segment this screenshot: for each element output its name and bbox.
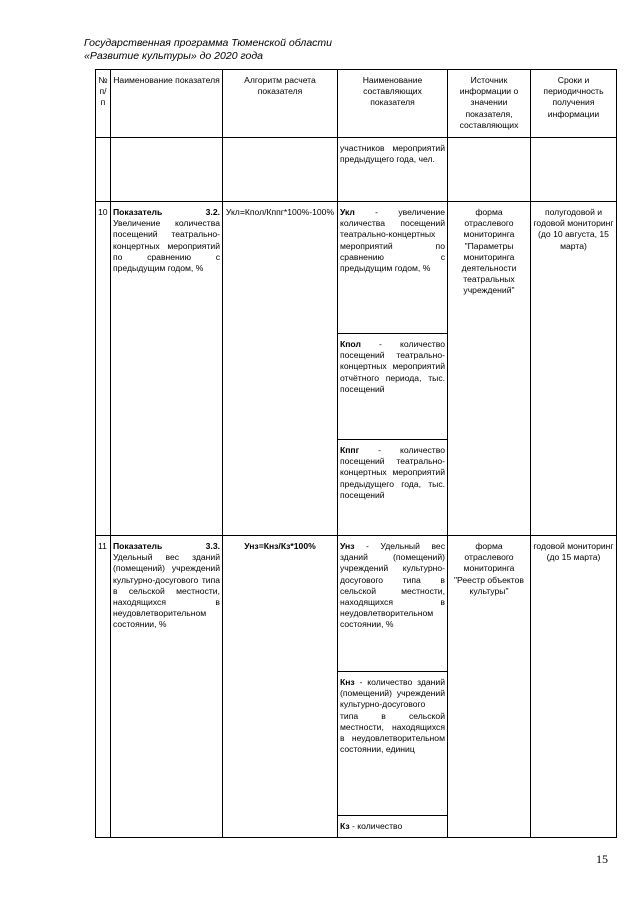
indicator-label: Показатель 3.2. [113, 207, 220, 217]
indicator-name-cell [111, 202, 223, 536]
header-line-1: Государственная программа Тюменской области [84, 37, 332, 49]
algorithm-cell: Укл=Кпол/Кппг*100%-100% [223, 202, 338, 536]
column-header-number: № п/п [96, 70, 111, 138]
component-description: - количество зданий (помещений) учреждений культурно-досугового типа в сельской местности, находящихся в неудовлетворительном состоянии, единиц [340, 677, 445, 755]
component-symbol: Кпол [340, 339, 361, 349]
indicator-name-cell [111, 536, 223, 838]
column-header-algorithm: Алгоритм расчета показателя [223, 70, 338, 138]
component-description: - количество посещений театрально-концертных мероприятий предыдущего года, тыс. посещений [340, 445, 445, 500]
source-cell: форма отраслевого мониторинга "Параметры мониторинга деятельности театральных учреждений" [448, 202, 531, 536]
term-cell: годовой мониторинг (до 15 марта) [531, 536, 617, 838]
component-description: - Удельный вес зданий (помещений) учреждений культурно-досугового типа в сельской местности, находящихся в неудовлетворительном состоянии, % [340, 541, 445, 630]
component-symbol: Кз [340, 821, 350, 831]
table-header-row [96, 70, 617, 138]
component-symbol: Унз [340, 541, 355, 551]
component-cell [338, 816, 448, 838]
component-description: - количество посещений театрально-концертных мероприятий отчётного периода, тыс. посещений [340, 339, 445, 394]
header-line-2: «Развитие культуры» до 2020 года [84, 50, 263, 62]
component-cell [338, 536, 448, 672]
indicators-table [95, 69, 617, 838]
table-row-10 [96, 202, 617, 334]
row-number: 10 [96, 202, 111, 536]
column-header-name: Наименование показателя [111, 70, 223, 138]
component-cell [338, 440, 448, 536]
document-header [84, 37, 504, 63]
component-cell [338, 334, 448, 440]
column-header-components: Наименование составляющих показателя [338, 70, 448, 138]
column-header-term: Сроки и периодичность получения информации [531, 70, 617, 138]
algorithm-cell: Унз=Кнз/Кз*100% [223, 536, 338, 838]
page-number: 15 [596, 852, 608, 866]
component-symbol: Укл [340, 207, 355, 217]
table-row-continuation [96, 138, 617, 202]
component-description: - увеличение количества посещений театрально-концертных мероприятий по сравнению с предыдущим годом, % [340, 207, 445, 274]
table-row-11 [96, 536, 617, 672]
row-number: 11 [96, 536, 111, 838]
indicator-label: Показатель 3.3. [113, 541, 220, 551]
component-cell [338, 672, 448, 816]
column-header-source: Источник информации о значении показателя, составляющих [448, 70, 531, 138]
component-symbol: Кппг [340, 445, 360, 455]
component-symbol: Кнз [340, 677, 355, 687]
component-cell [338, 202, 448, 334]
indicator-description: Удельный вес зданий (помещений) учреждений культурно-досугового типа в сельской местности, находящихся в неудовлетворительном состоянии, % [113, 552, 220, 630]
component-description: - количество [349, 821, 403, 831]
term-cell: полугодовой и годовой мониторинг (до 10 августа, 15 марта) [531, 202, 617, 536]
components-cell: участников мероприятий предыдущего года, чел. [338, 138, 448, 202]
source-cell: форма отраслевого мониторинга "Реестр объектов культуры" [448, 536, 531, 838]
indicator-description: Увеличение количества посещений театрально-концертных мероприятий по сравнению с предыдущим годом, % [113, 218, 220, 274]
